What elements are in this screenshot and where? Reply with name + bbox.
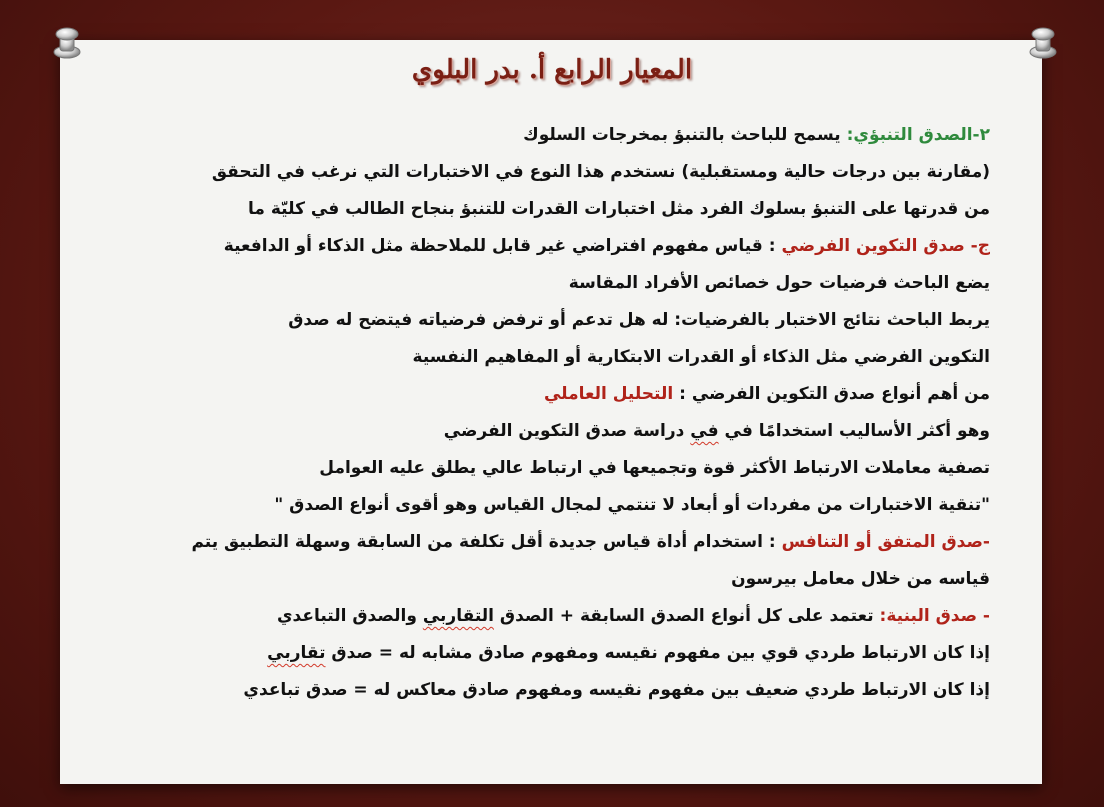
slide-body: [110, 117, 990, 709]
line-text: إذا كان الارتباط طردي قوي بين مفهوم نقيسه ومفهوم صادق مشابه له = صدق: [325, 643, 990, 663]
text-line: "تنقية الاختبارات من مفردات أو أبعاد لا تنتمي لمجال القياس وهو أقوى أنواع الصدق ": [274, 495, 990, 515]
term-factor-analysis: التحليل العاملي: [543, 384, 674, 404]
term-construct-validity: ج- صدق التكوين الفرضي: [781, 236, 990, 256]
spellcheck-word: في: [690, 421, 719, 441]
line-text: يسمح للباحث بالتنبؤ بمخرجات السلوك: [523, 125, 847, 145]
text-line: من قدرتها على التنبؤ بسلوك الفرد مثل اختبارات القدرات للتنبؤ بنجاح الطالب في كليّة ما: [248, 199, 990, 219]
line-text: : استخدام أداة قياس جديدة أقل تكلفة من السابقة وسهلة التطبيق يتم: [191, 532, 782, 552]
text-line: إذا كان الارتباط طردي ضعيف بين مفهوم نقيسه ومفهوم صادق معاكس له = صدق تباعدي: [243, 680, 990, 700]
text-line: يضع الباحث فرضيات حول خصائص الأفراد المقاسة: [568, 273, 990, 293]
line-text: من أهم أنواع صدق التكوين الفرضي :: [673, 384, 990, 404]
text-line: [110, 598, 990, 635]
term-structural-validity: - صدق البنية:: [879, 606, 990, 626]
text-line: يربط الباحث نتائج الاختبار بالفرضيات: له هل تدعم أو ترفض فرضياته فيتضح له صدق: [288, 310, 990, 330]
text-line: [110, 635, 990, 672]
text-line: [110, 413, 990, 450]
line-text: وهو أكثر الأساليب استخدامًا في: [718, 421, 990, 441]
line-text: تعتمد على كل أنواع الصدق السابقة + الصدق: [493, 606, 880, 626]
term-concurrent-validity: -صدق المتفق أو التنافس: [781, 532, 990, 552]
spellcheck-word: تقاربي: [267, 643, 326, 663]
term-predictive-validity: ٢-الصدق التنبؤي:: [846, 125, 990, 145]
spellcheck-word: التقاربي: [422, 606, 494, 626]
text-line: [110, 117, 990, 154]
text-line: [110, 228, 990, 265]
line-text: : قياس مفهوم افتراضي غير قابل للملاحظة مثل الذكاء أو الدافعية: [223, 236, 782, 256]
text-line: قياسه من خلال معامل بيرسون: [731, 569, 990, 589]
text-line: (مقارنة بين درجات حالية ومستقبلية) نستخدم هذا النوع في الاختبارات التي نرغب في التحقق: [211, 162, 990, 182]
slide-title: المعيار الرابع أ. بدر البلوي: [411, 55, 693, 85]
line-text: والصدق التباعدي: [276, 606, 423, 626]
text-line: التكوين الفرضي مثل الذكاء أو القدرات الابتكارية أو المفاهيم النفسية: [412, 347, 990, 367]
text-line: تصفية معاملات الارتباط الأكثر قوة وتجميعها في ارتباط عالي يطلق عليه العوامل: [319, 458, 990, 478]
text-line: [110, 524, 990, 561]
line-text: دراسة صدق التكوين الفرضي: [443, 421, 691, 441]
text-line: [110, 376, 990, 413]
